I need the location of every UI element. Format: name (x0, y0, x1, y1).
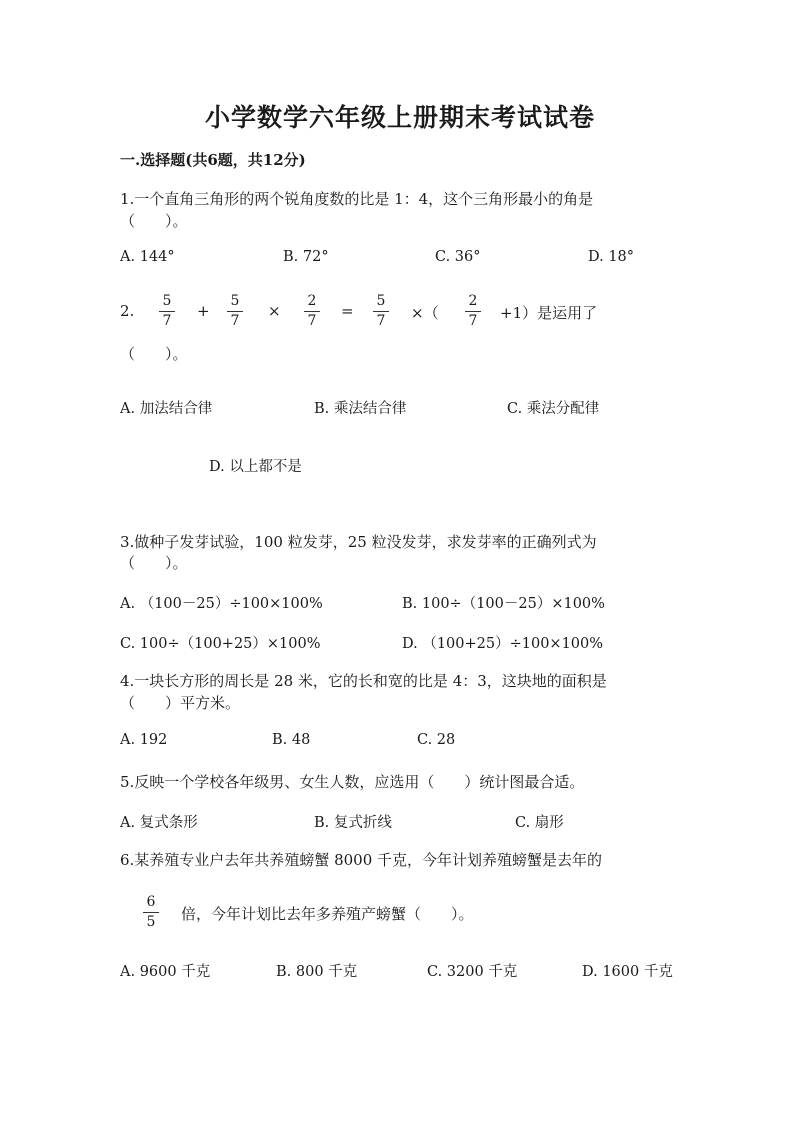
q1-option-a[interactable]: A. 144° (120, 249, 175, 265)
fraction-numerator: 5 (230, 293, 240, 309)
page-title: 小学数学六年级上册期末考试试卷 (204, 103, 595, 132)
q4-option-c[interactable]: C. 28 (417, 732, 456, 748)
fraction-numerator: 5 (162, 293, 172, 309)
fraction (141, 895, 161, 930)
q5-option-c[interactable]: C. 扇形 (515, 815, 564, 831)
question-3-blank: （ ）。 (120, 554, 188, 572)
q2-option-b[interactable]: B. 乘法结合律 (314, 401, 407, 417)
q3-option-c[interactable]: C. 100÷（100+25）×100% (120, 636, 321, 652)
fraction-denominator: 7 (376, 313, 386, 329)
q1-option-b[interactable]: B. 72° (283, 249, 329, 265)
operator: + (197, 302, 210, 320)
q6-option-b[interactable]: B. 800 千克 (276, 964, 358, 980)
fraction-denominator: 7 (230, 313, 240, 329)
q6-option-d[interactable]: D. 1600 千克 (582, 964, 673, 980)
question-3-text: 3.做种子发芽试验，100 粒发芽，25 粒没发芽，求发芽率的正确列式为 (120, 533, 597, 551)
q2-option-a[interactable]: A. 加法结合律 (120, 401, 213, 417)
fraction-denominator: 7 (162, 313, 172, 329)
fraction (463, 294, 483, 329)
question-2-text: +1）是运用了 (500, 304, 598, 322)
question-2-blank: （ ）。 (120, 345, 188, 363)
fraction-denominator: 7 (307, 313, 317, 329)
operator: ×（ (411, 304, 439, 322)
fraction (225, 294, 245, 329)
q5-option-a[interactable]: A. 复式条形 (120, 815, 198, 831)
q6-option-c[interactable]: C. 3200 千克 (427, 964, 518, 980)
q1-option-d[interactable]: D. 18° (588, 249, 635, 265)
fraction-denominator: 7 (468, 313, 478, 329)
q5-option-b[interactable]: B. 复式折线 (314, 815, 392, 831)
q4-option-b[interactable]: B. 48 (272, 732, 311, 748)
q3-option-b[interactable]: B. 100÷（100－25）×100% (402, 596, 605, 612)
question-6-text: 6.某养殖专业户去年共养殖螃蟹 8000 千克，今年计划养殖螃蟹是去年的 (120, 851, 603, 869)
q3-option-a[interactable]: A. （100－25）÷100×100% (120, 596, 323, 612)
question-5-text: 5.反映一个学校各年级男、女生人数，应选用（ ）统计图最合适。 (120, 773, 585, 791)
q4-option-a[interactable]: A. 192 (120, 732, 168, 748)
fraction-numerator: 2 (468, 293, 478, 309)
q2-option-c[interactable]: C. 乘法分配律 (507, 401, 600, 417)
question-4-text: 4.一块长方形的周长是 28 米，它的长和宽的比是 4：3，这块地的面积是 (120, 672, 607, 690)
q6-option-a[interactable]: A. 9600 千克 (120, 964, 211, 980)
fraction-numerator: 5 (376, 293, 386, 309)
fraction (371, 294, 391, 329)
question-1-text: 1.一个直角三角形的两个锐角度数的比是 1：4，这个三角形最小的角是 (120, 190, 594, 208)
q2-option-d[interactable]: D. 以上都不是 (209, 459, 302, 475)
question-1-blank: （ ）。 (120, 212, 188, 230)
section-heading: 一.选择题(共6题，共12分) (120, 151, 306, 169)
q3-option-d[interactable]: D. （100+25）÷100×100% (402, 636, 604, 652)
fraction (302, 294, 322, 329)
question-2-number: 2. (120, 302, 135, 320)
fraction-numerator: 6 (146, 894, 156, 910)
fraction (157, 294, 177, 329)
fraction-denominator: 5 (146, 914, 156, 930)
question-4-blank: （ ）平方米。 (120, 694, 241, 712)
fraction-numerator: 2 (307, 293, 317, 309)
question-6-continuation: 倍，今年计划比去年多养殖产螃蟹（ ）。 (181, 905, 474, 923)
operator: × (268, 302, 281, 320)
operator: = (341, 302, 354, 320)
q1-option-c[interactable]: C. 36° (435, 249, 481, 265)
